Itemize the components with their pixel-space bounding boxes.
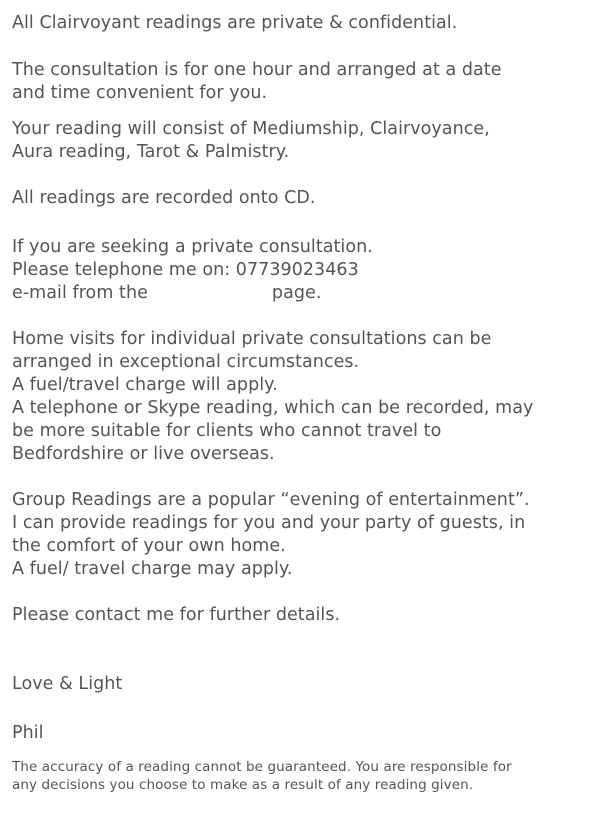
group-line-4: A fuel/ travel charge may apply. [12,559,293,579]
recorded-text: All readings are recorded onto CD. [12,188,316,208]
reading-line-2: Aura reading, Tarot & Palmistry. [12,142,290,162]
home-visits-line-6: Bedfordshire or live overseas. [12,444,275,464]
consultation-line-2: and time convenient for you. [12,83,268,103]
home-visits-line-3: A fuel/travel charge will apply. [12,375,278,395]
home-visits-line-1: Home visits for individual private consultations can be [12,329,492,349]
email-line [12,282,321,305]
seeking-text: If you are seeking a private consultation. [12,237,373,257]
signoff-text: Love & Light [12,674,123,694]
signature-name: Phil [12,723,44,743]
email-suffix: page. [271,283,322,303]
group-line-3: the comfort of your own home. [12,536,286,556]
consultation-line-1: The consultation is for one hour and arranged at a date [12,60,502,80]
home-visits-line-4: A telephone or Skype reading, which can be recorded, may [12,398,534,418]
reading-line-1: Your reading will consist of Mediumship, Clairvoyance, [12,119,490,139]
group-line-2: I can provide readings for you and your party of guests, in [12,513,526,533]
privacy-text: All Clairvoyant readings are private & confidential. [12,13,458,33]
disclaimer-line-2: any decisions you choose to make as a result of any reading given. [12,777,474,793]
further-details-text: Please contact me for further details. [12,605,341,625]
email-prefix: e-mail from the [12,283,148,303]
home-visits-line-5: be more suitable for clients who cannot travel to [12,421,442,441]
group-line-1: Group Readings are a popular “evening of entertainment”. [12,490,530,510]
disclaimer-line-1: The accuracy of a reading cannot be guaranteed. You are responsible for [12,759,512,775]
home-visits-line-2: arranged in exceptional circumstances. [12,352,360,372]
telephone-text: Please telephone me on: 07739023463 [12,260,359,280]
